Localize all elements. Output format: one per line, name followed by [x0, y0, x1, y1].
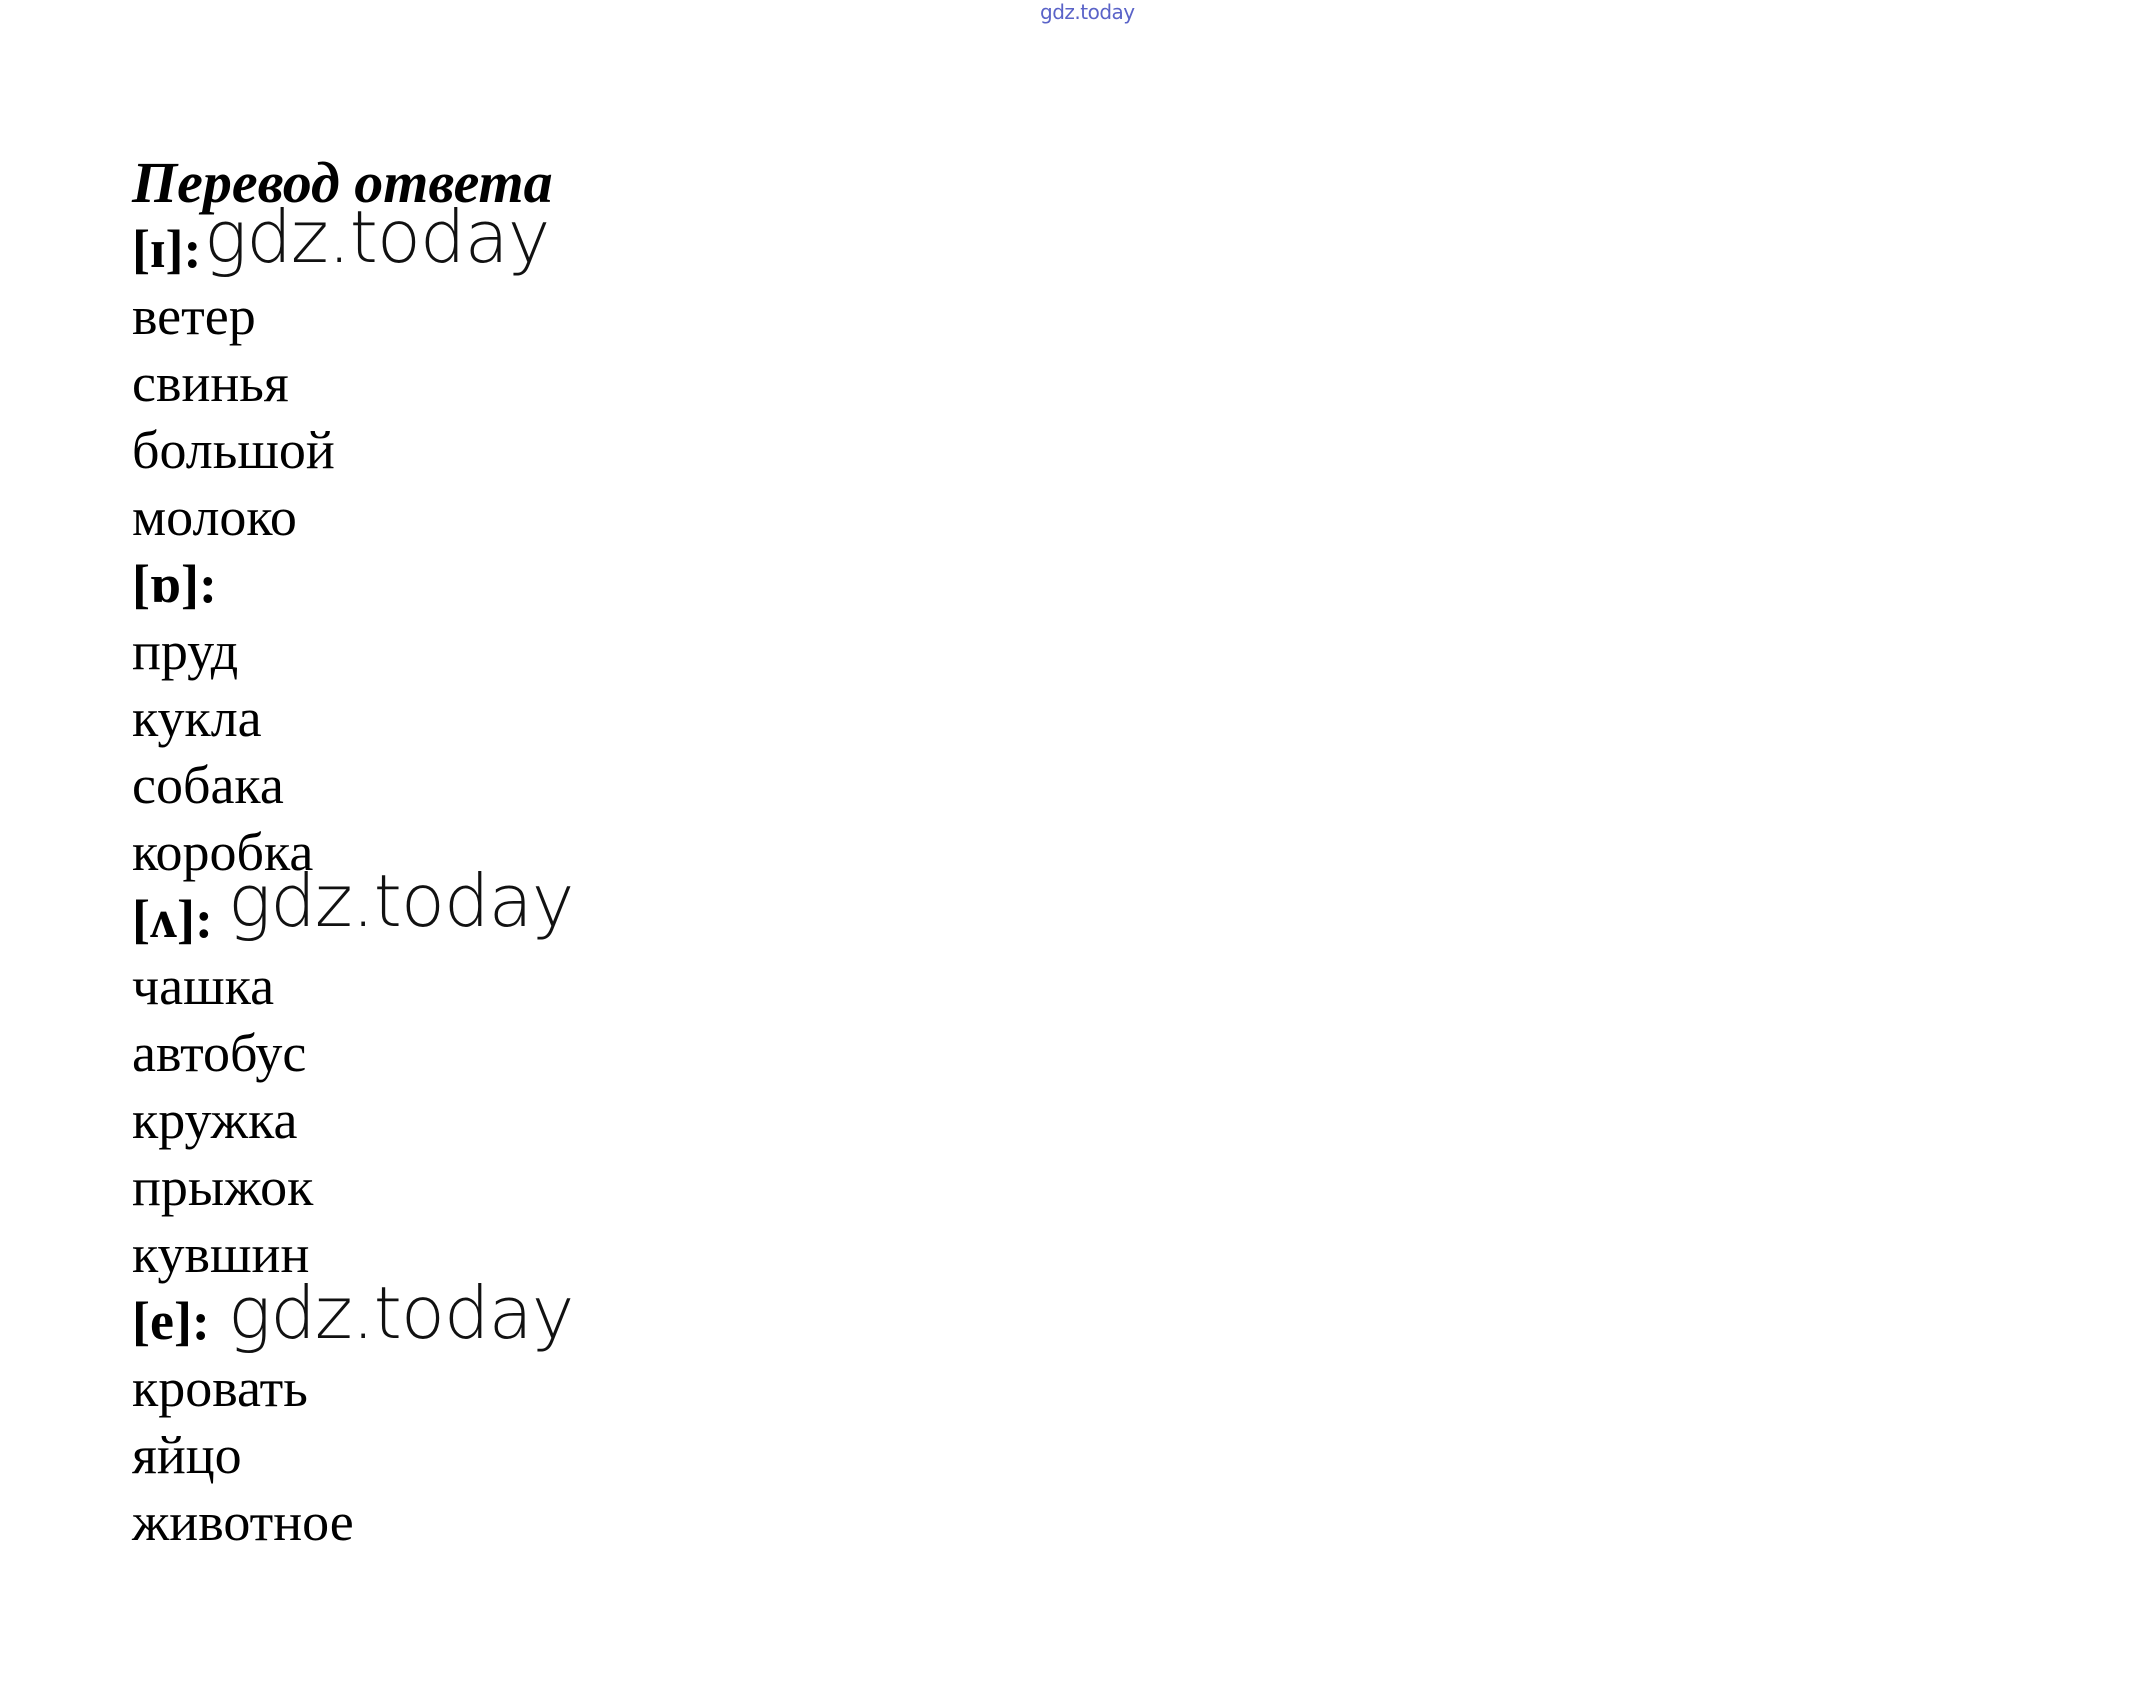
- sound-header-i: [132, 195, 553, 283]
- list-item: животное: [132, 1492, 354, 1552]
- list-item: молоко: [132, 487, 297, 547]
- page-title: Перевод ответа: [132, 150, 553, 215]
- list-item: большой: [132, 420, 335, 480]
- sound-header-o: [132, 551, 553, 618]
- list-item: кружка: [132, 1090, 298, 1150]
- sound-header-uh: [132, 859, 574, 953]
- watermark: gdz.today: [228, 859, 574, 943]
- sound-label: [ɒ]:: [132, 554, 217, 614]
- list-item: яйцо: [132, 1425, 242, 1485]
- list-item: свинья: [132, 353, 289, 413]
- sound-label: [ɪ]:: [132, 219, 202, 279]
- watermark: gdz.today: [204, 195, 550, 279]
- list-item: кувшин: [132, 1224, 310, 1284]
- sound-label: [e]:: [132, 1291, 210, 1351]
- list-item: ветер: [132, 286, 256, 346]
- list-item: пруд: [132, 621, 239, 681]
- list-item: кукла: [132, 688, 262, 748]
- sound-header-e: [132, 1271, 574, 1355]
- list-item: автобус: [132, 1023, 307, 1083]
- list-item: кровать: [132, 1358, 308, 1418]
- sound-label: [ʌ]:: [132, 889, 213, 949]
- list-item: прыжок: [132, 1157, 314, 1217]
- list-item: собака: [132, 755, 284, 815]
- list-item: чашка: [132, 956, 275, 1016]
- list-item: коробка: [132, 822, 314, 882]
- watermark: gdz.today: [228, 1271, 574, 1355]
- top-watermark: gdz.today: [1040, 0, 1135, 24]
- answer-translation: [132, 150, 574, 1556]
